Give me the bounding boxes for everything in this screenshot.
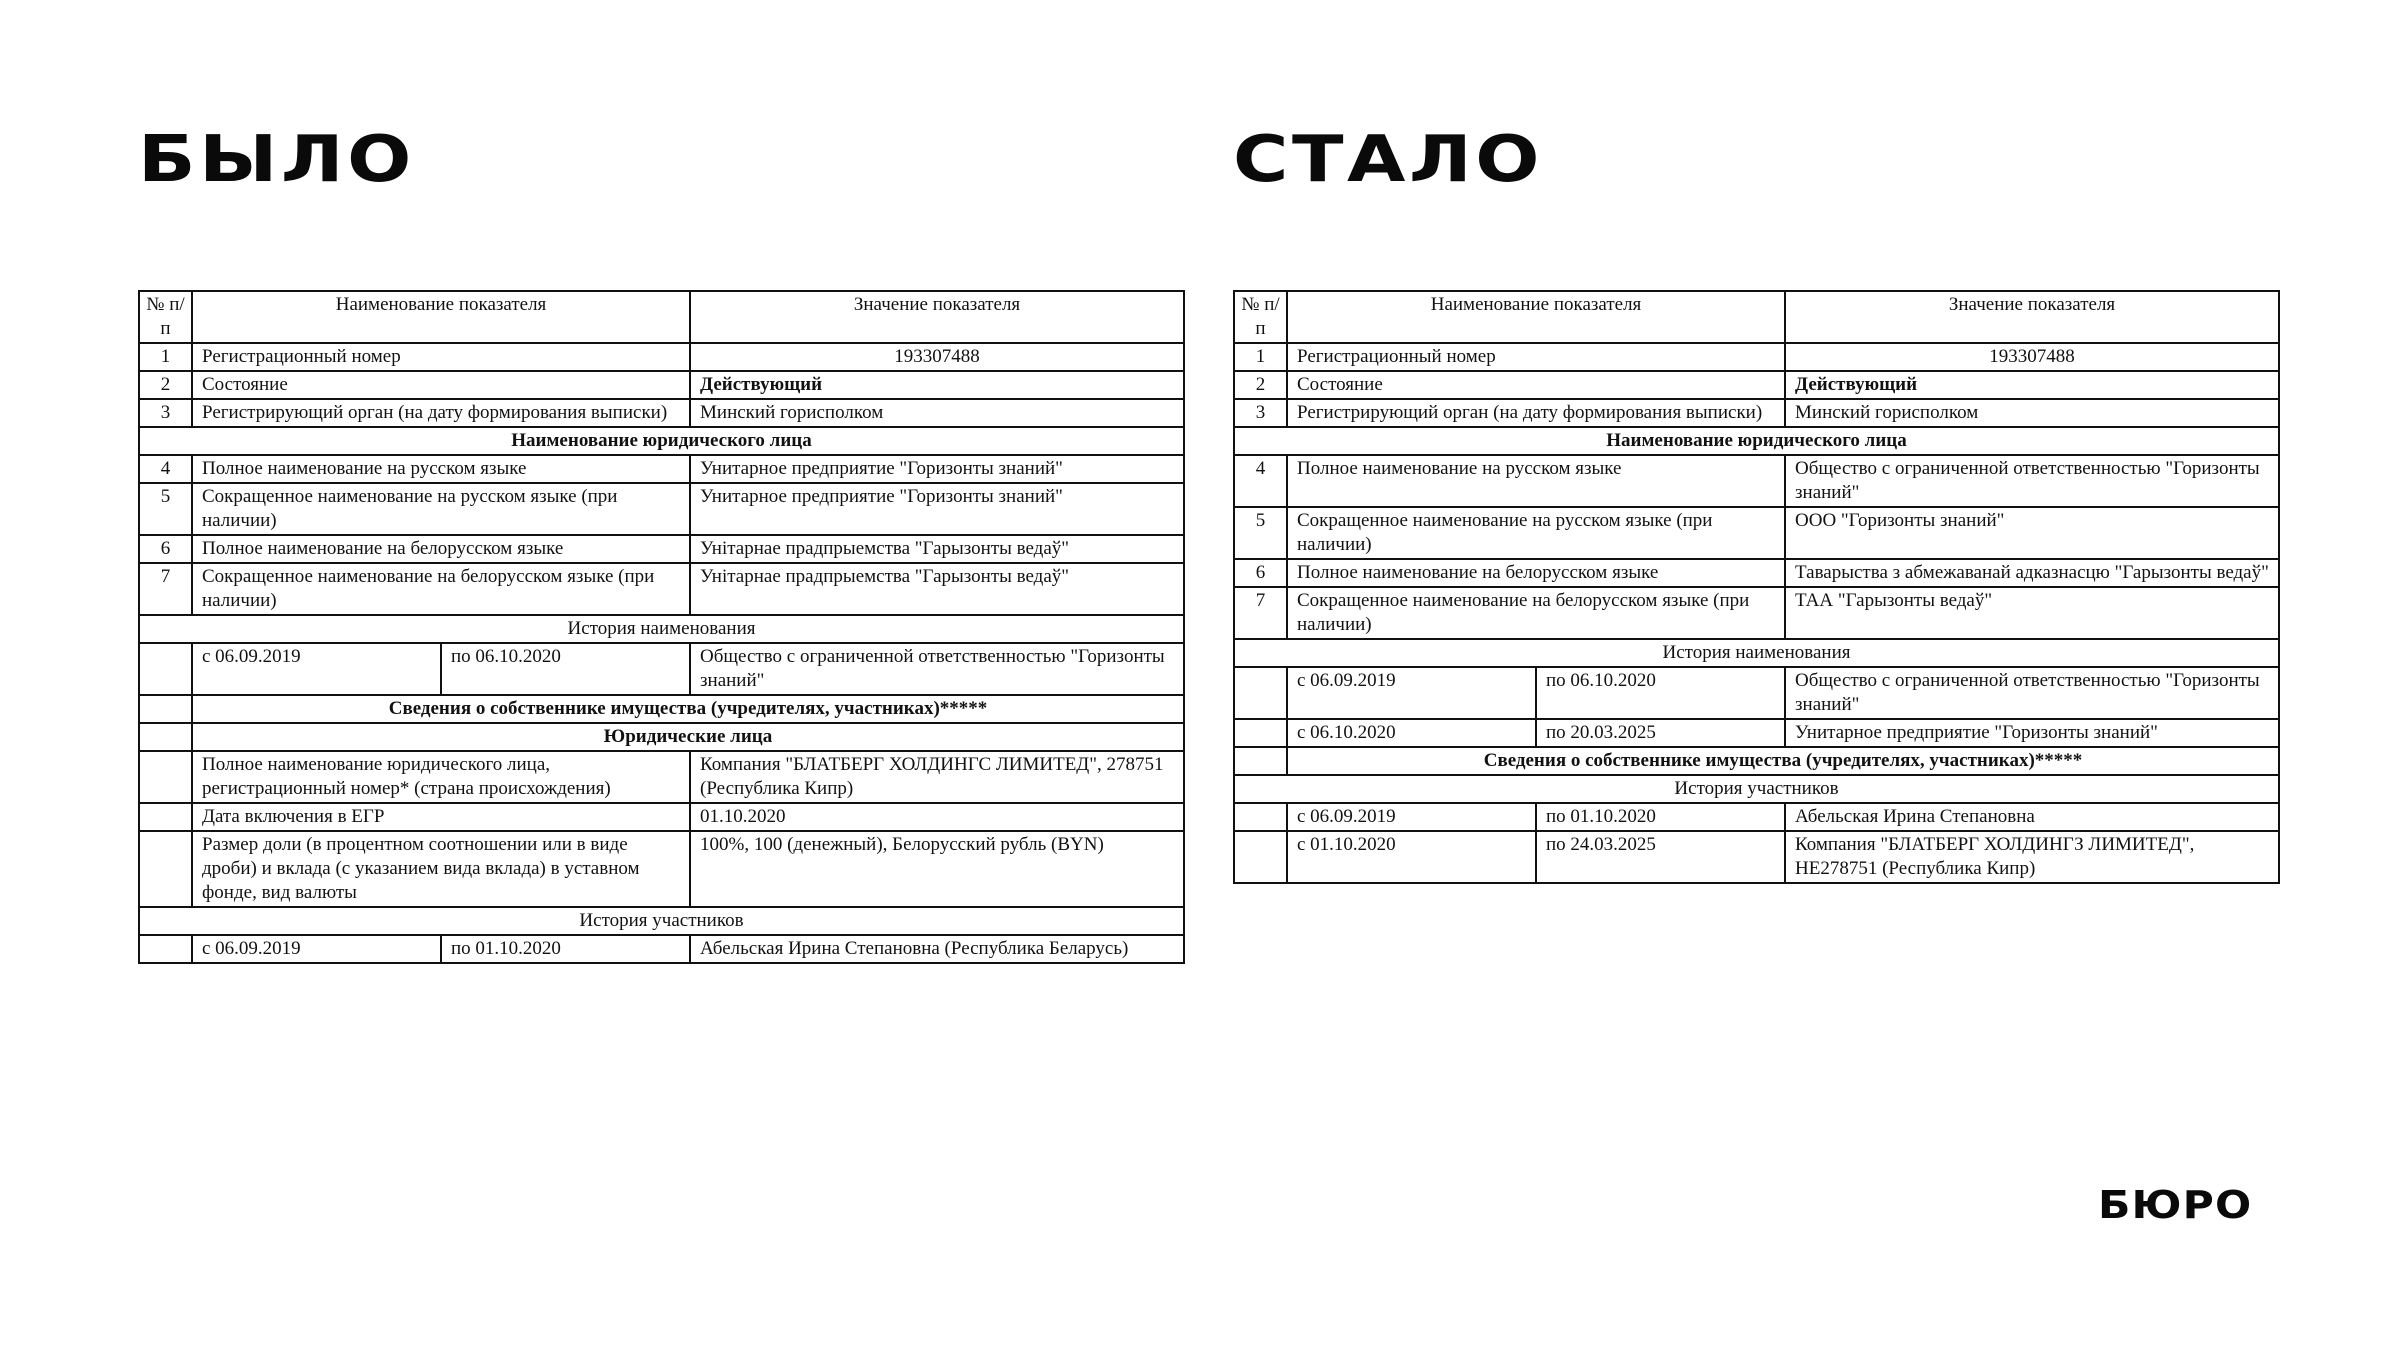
- empty-cell: [1234, 719, 1287, 747]
- empty-cell: [139, 831, 192, 907]
- table-row: [1234, 507, 2279, 559]
- history-to: по 06.10.2020: [1536, 667, 1785, 719]
- empty-cell: [139, 723, 192, 751]
- history-from: с 06.09.2019: [192, 643, 441, 695]
- section-row: [139, 907, 1184, 935]
- empty-cell: [139, 695, 192, 723]
- row-name: Размер доли (в процентном соотношении или в виде дроби) и вклада (с указанием вида вклада) в уставном фонде, вид валюты: [192, 831, 690, 907]
- history-value: Абельская Ирина Степановна (Республика Беларусь): [690, 935, 1184, 963]
- row-value: 100%, 100 (денежный), Белорусский рубль (BYN): [690, 831, 1184, 907]
- table-row: [1234, 371, 2279, 399]
- row-value: Унитарное предприятие "Горизонты знаний": [690, 455, 1184, 483]
- table-row: [139, 751, 1184, 803]
- row-name: Полное наименование на русском языке: [192, 455, 690, 483]
- row-num: 2: [1234, 371, 1287, 399]
- section-participants-history: История участников: [139, 907, 1184, 935]
- row-value: Таварыства з абмежаванай адказнасцю "Гарызонты ведаў": [1785, 559, 2279, 587]
- row-num: 6: [1234, 559, 1287, 587]
- row-name: Регистрационный номер: [1287, 343, 1785, 371]
- section-row: [139, 695, 1184, 723]
- row-value: Минский горисполком: [690, 399, 1184, 427]
- history-row: [1234, 667, 2279, 719]
- table-row: [139, 343, 1184, 371]
- table-row: [1234, 587, 2279, 639]
- history-row: [139, 935, 1184, 963]
- history-value: Компания "БЛАТБЕРГ ХОЛДИНГЗ ЛИМИТЕД", НЕ278751 (Республика Кипр): [1785, 831, 2279, 883]
- row-value: Компания "БЛАТБЕРГ ХОЛДИНГС ЛИМИТЕД", 278751 (Республика Кипр): [690, 751, 1184, 803]
- row-name: Дата включения в ЕГР: [192, 803, 690, 831]
- section-row: [139, 427, 1184, 455]
- buro-logo: БЮРО: [2098, 1183, 2253, 1227]
- history-from: с 01.10.2020: [1287, 831, 1536, 883]
- heading-after: СТАЛО: [1233, 123, 1544, 197]
- table-row: [139, 803, 1184, 831]
- history-value: Унитарное предприятие "Горизонты знаний": [1785, 719, 2279, 747]
- row-value: Общество с ограниченной ответственностью "Горизонты знаний": [1785, 455, 2279, 507]
- row-value: 193307488: [1785, 343, 2279, 371]
- row-name: Полное наименование на белорусском языке: [192, 535, 690, 563]
- row-num: 3: [1234, 399, 1287, 427]
- table-row: [139, 483, 1184, 535]
- empty-cell: [1234, 667, 1287, 719]
- row-num: 5: [1234, 507, 1287, 559]
- row-num: 6: [139, 535, 192, 563]
- row-value: Унитарное предприятие "Горизонты знаний": [690, 483, 1184, 535]
- section-owners: Сведения о собственнике имущества (учредителях, участниках)*****: [192, 695, 1184, 723]
- history-row: [139, 643, 1184, 695]
- empty-cell: [1234, 747, 1287, 775]
- empty-cell: [139, 935, 192, 963]
- row-name: Полное наименование юридического лица, регистрационный номер* (страна происхождения): [192, 751, 690, 803]
- section-name-history: История наименования: [1234, 639, 2279, 667]
- heading-before: БЫЛО: [138, 123, 415, 197]
- row-value: ООО "Горизонты знаний": [1785, 507, 2279, 559]
- table-row: [1234, 455, 2279, 507]
- history-from: с 06.09.2019: [192, 935, 441, 963]
- history-from: с 06.09.2019: [1287, 667, 1536, 719]
- section-row: [1234, 747, 2279, 775]
- row-name: Полное наименование на русском языке: [1287, 455, 1785, 507]
- row-name: Полное наименование на белорусском языке: [1287, 559, 1785, 587]
- row-num: 4: [1234, 455, 1287, 507]
- history-value: Общество с ограниченной ответственностью "Горизонты знаний": [690, 643, 1184, 695]
- history-from: с 06.09.2019: [1287, 803, 1536, 831]
- history-value: Абельская Ирина Степановна: [1785, 803, 2279, 831]
- section-row: [1234, 775, 2279, 803]
- row-value: Унітарнае прадпрыемства "Гарызонты ведаў": [690, 535, 1184, 563]
- row-value: Минский горисполком: [1785, 399, 2279, 427]
- empty-cell: [139, 643, 192, 695]
- table-header-row: [139, 291, 1184, 343]
- history-to: по 06.10.2020: [441, 643, 690, 695]
- header-indicator-name: Наименование показателя: [192, 291, 690, 343]
- row-num: 1: [139, 343, 192, 371]
- section-name-history: История наименования: [139, 615, 1184, 643]
- history-row: [1234, 803, 2279, 831]
- row-value: 193307488: [690, 343, 1184, 371]
- row-name: Сокращенное наименование на белорусском языке (при наличии): [1287, 587, 1785, 639]
- section-legal-name: Наименование юридического лица: [1234, 427, 2279, 455]
- row-num: 4: [139, 455, 192, 483]
- section-row: [1234, 427, 2279, 455]
- history-from: с 06.10.2020: [1287, 719, 1536, 747]
- section-participants-history: История участников: [1234, 775, 2279, 803]
- section-row: [139, 615, 1184, 643]
- row-name: Состояние: [192, 371, 690, 399]
- row-num: 7: [139, 563, 192, 615]
- section-legal-entities: Юридические лица: [192, 723, 1184, 751]
- section-row: [139, 723, 1184, 751]
- row-num: 1: [1234, 343, 1287, 371]
- history-to: по 01.10.2020: [1536, 803, 1785, 831]
- row-name: Состояние: [1287, 371, 1785, 399]
- row-value: Унітарнае прадпрыемства "Гарызонты ведаў": [690, 563, 1184, 615]
- row-name: Регистрирующий орган (на дату формирования выписки): [1287, 399, 1785, 427]
- header-num: № п/п: [139, 291, 192, 343]
- history-row: [1234, 831, 2279, 883]
- row-name: Регистрационный номер: [192, 343, 690, 371]
- section-row: [1234, 639, 2279, 667]
- registry-extract-before: [138, 290, 1185, 964]
- row-value: 01.10.2020: [690, 803, 1184, 831]
- row-num: 2: [139, 371, 192, 399]
- table-row: [1234, 343, 2279, 371]
- table-row: [139, 455, 1184, 483]
- table-row: [139, 371, 1184, 399]
- header-indicator-value: Значение показателя: [690, 291, 1184, 343]
- history-row: [1234, 719, 2279, 747]
- table-row: [139, 831, 1184, 907]
- history-to: по 20.03.2025: [1536, 719, 1785, 747]
- header-num: № п/п: [1234, 291, 1287, 343]
- empty-cell: [1234, 803, 1287, 831]
- section-legal-name: Наименование юридического лица: [139, 427, 1184, 455]
- header-indicator-value: Значение показателя: [1785, 291, 2279, 343]
- row-num: 5: [139, 483, 192, 535]
- status-value: Действующий: [690, 371, 1184, 399]
- table-header-row: [1234, 291, 2279, 343]
- header-indicator-name: Наименование показателя: [1287, 291, 1785, 343]
- row-name: Сокращенное наименование на русском языке (при наличии): [1287, 507, 1785, 559]
- table-row: [1234, 559, 2279, 587]
- empty-cell: [139, 751, 192, 803]
- empty-cell: [1234, 831, 1287, 883]
- table-row: [1234, 399, 2279, 427]
- history-value: Общество с ограниченной ответственностью "Горизонты знаний": [1785, 667, 2279, 719]
- row-num: 3: [139, 399, 192, 427]
- row-value: ТАА "Гарызонты ведаў": [1785, 587, 2279, 639]
- row-name: Регистрирующий орган (на дату формирования выписки): [192, 399, 690, 427]
- row-name: Сокращенное наименование на белорусском языке (при наличии): [192, 563, 690, 615]
- registry-extract-after: [1233, 290, 2280, 884]
- history-to: по 01.10.2020: [441, 935, 690, 963]
- table-row: [139, 399, 1184, 427]
- table-row: [139, 535, 1184, 563]
- empty-cell: [139, 803, 192, 831]
- table-row: [139, 563, 1184, 615]
- section-owners: Сведения о собственнике имущества (учредителях, участниках)*****: [1287, 747, 2279, 775]
- status-value: Действующий: [1785, 371, 2279, 399]
- row-num: 7: [1234, 587, 1287, 639]
- history-to: по 24.03.2025: [1536, 831, 1785, 883]
- row-name: Сокращенное наименование на русском языке (при наличии): [192, 483, 690, 535]
